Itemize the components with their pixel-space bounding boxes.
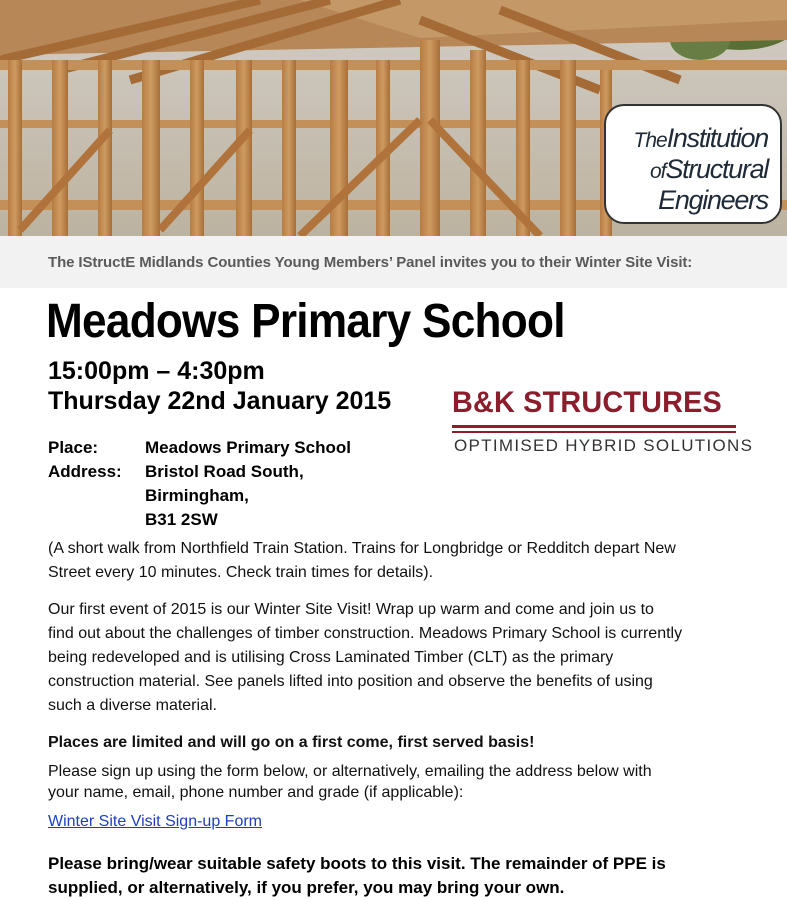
boots-line: Please bring/wear suitable safety boots to this visit. The remainder of PPE is [48, 854, 666, 873]
signup-form-link[interactable]: Winter Site Visit Sign-up Form [48, 813, 262, 830]
logo-the: The [633, 129, 667, 152]
sponsor-rule-thin [452, 431, 736, 433]
logo-engineers: Engineers [658, 185, 768, 215]
event-time: 15:00pm – 4:30pm [48, 357, 265, 385]
address-line: Bristol Road South, [145, 462, 304, 481]
logo-structural: Structural [665, 154, 768, 184]
page-title: Meadows Primary School [46, 295, 565, 348]
address-line: B31 2SW [145, 510, 218, 529]
directions-line: (A short walk from Northfield Train Station. Trains for Longbridge or Redditch depart New [48, 540, 676, 557]
signup-paragraph [48, 761, 734, 803]
sponsor-name: B&K STRUCTURES [452, 386, 722, 419]
logo-institution: Institution [666, 123, 768, 153]
places-notice-text: Places are limited and will go on a first come, first served basis! [48, 734, 535, 751]
logo-of: of [649, 160, 666, 183]
places-notice [48, 731, 734, 755]
description-line: Our first event of 2015 is our Winter Site Visit! Wrap up warm and come and join us to [48, 601, 654, 618]
event-date: Thursday 22nd January 2015 [48, 387, 392, 415]
sponsor-rule [452, 425, 736, 428]
istructe-logo [604, 104, 782, 224]
header-photo [0, 0, 787, 236]
description-line: construction material. See panels lifted into position and observe the benefits of using [48, 673, 653, 690]
address-line: Birmingham, [145, 486, 249, 505]
description-paragraph [48, 598, 734, 718]
description-line: such a diverse material. [48, 697, 217, 714]
sponsor-logo [452, 386, 754, 460]
intro-text: The IStructE Midlands Counties Young Members’ Panel invites you to their Winter Site Visit: [48, 254, 693, 271]
safety-boots-notice [48, 852, 738, 900]
signup-line: Please sign up using the form below, or alternatively, emailing the address below with [48, 763, 652, 780]
place-value: Meadows Primary School [145, 438, 351, 457]
description-line: being redeveloped and is utilising Cross Laminated Timber (CLT) as the primary [48, 649, 614, 666]
boots-line: supplied, or alternatively, if you prefer, you may bring your own. [48, 878, 565, 897]
signup-line: your name, email, phone number and grade (if applicable): [48, 784, 464, 801]
directions-paragraph [48, 537, 734, 585]
directions-line: Street every 10 minutes. Check train times for details). [48, 564, 434, 581]
place-label: Place: [48, 438, 99, 457]
address-label: Address: [48, 462, 122, 481]
description-line: find out about the challenges of timber construction. Meadows Primary School is currently [48, 625, 683, 642]
sponsor-tagline: OPTIMISED HYBRID SOLUTIONS [454, 436, 754, 455]
